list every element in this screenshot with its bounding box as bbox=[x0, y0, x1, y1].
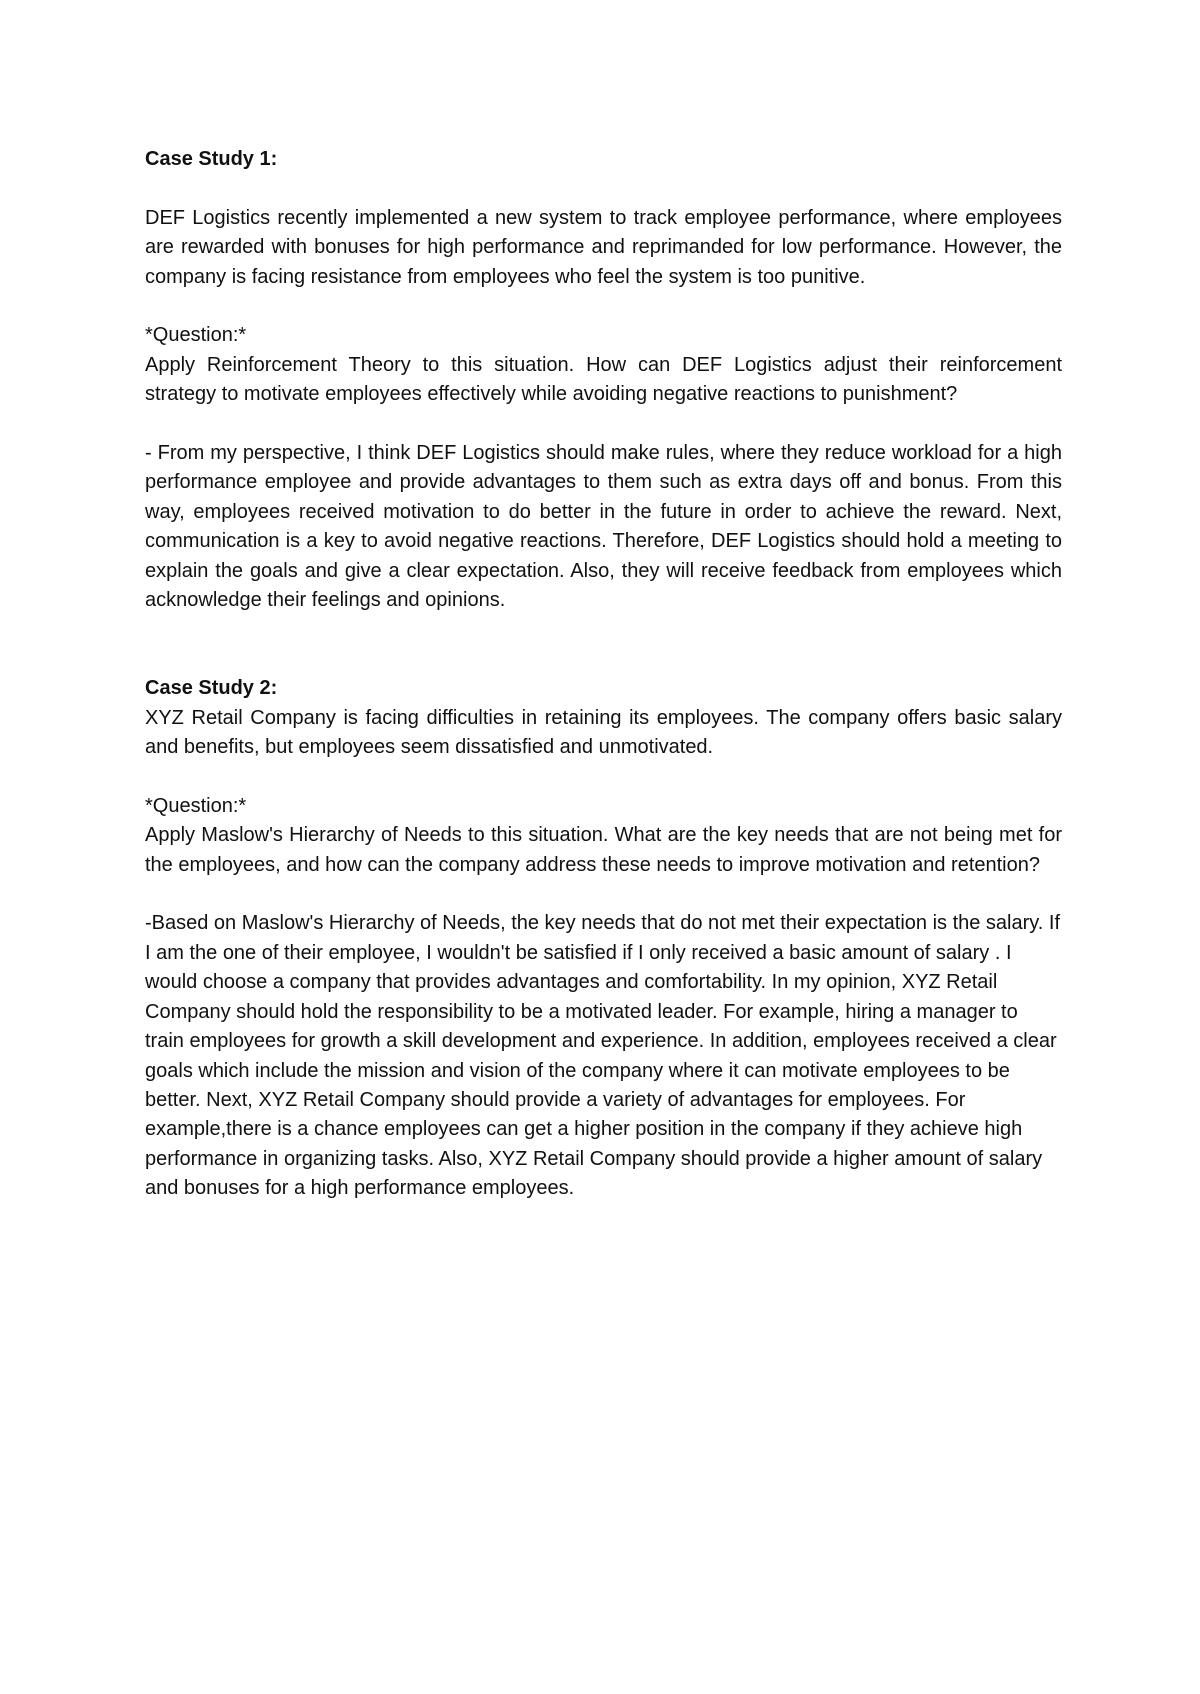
case-study-1-heading: Case Study 1: bbox=[145, 148, 278, 170]
case-study-1-question: Apply Reinforcement Theory to this situation. How can DEF Logistics adjust their reinforcement strategy to motivate employees effectively while avoiding negative reactions to punishment? bbox=[145, 353, 1062, 406]
case-study-1-answer: - From my perspective, I think DEF Logistics should make rules, where they reduce workload for a high performance employee and provide advantages to them such as extra days off and bonus. From this way, employees received motivation to do better in the future in order to achieve the reward. Next, communication is a key to avoid negative reactions. Therefore, DEF Logistics should hold a meeting to explain the goals and give a clear expectation. Also, they will receive feedback from employees which acknowledge their feelings and opinions. bbox=[145, 442, 1062, 612]
case-study-1-scenario: DEF Logistics recently implemented a new system to track employee performance, where employees are rewarded with bonuses for high performance and reprimanded for low performance. However, the company is facing resistance from employees who feel the system is too punitive. bbox=[145, 206, 1062, 288]
case-study-2-answer: -Based on Maslow's Hierarchy of Needs, the key needs that do not met their expectation is the salary. If I am the one of their employee, I wouldn't be satisfied if I only received a basic amount of salary . I would choose a company that provides advantages and comfortability. In my opinion, XYZ Retail Company should hold the responsibility to be a motivated leader. For example, hiring a manager to train employees for growth a skill development and experience. In addition, employees received a clear goals which include the mission and vision of the company where it can motivate employees to be better. Next, XYZ Retail Company should provide a variety of advantages for employees. For example,there is a chance employees can get a higher position in the company if they achieve high performance in organizing tasks. Also, XYZ Retail Company should provide a higher amount of salary and bonuses for a high performance employees. bbox=[145, 912, 1061, 1200]
case-study-2-question: Apply Maslow's Hierarchy of Needs to this situation. What are the key needs that are not being met for the employees, and how can the company address these needs to improve motivation and retention? bbox=[145, 824, 1062, 876]
document-body bbox=[145, 145, 1062, 1204]
spacer bbox=[145, 410, 1062, 439]
spacer bbox=[145, 615, 1062, 674]
spacer bbox=[145, 292, 1062, 321]
spacer bbox=[145, 174, 1062, 203]
case-study-2-scenario: XYZ Retail Company is facing difficulties in retaining its employees. The company offers basic salary and benefits, but employees seem dissatisfied and unmotivated. bbox=[145, 706, 1062, 759]
case-study-2-question-label: *Question:* bbox=[145, 794, 247, 817]
case-study-2-heading: Case Study 2: bbox=[145, 677, 278, 700]
case-study-1-question-label: *Question:* bbox=[145, 324, 247, 347]
spacer bbox=[145, 762, 1062, 791]
spacer bbox=[145, 880, 1062, 909]
